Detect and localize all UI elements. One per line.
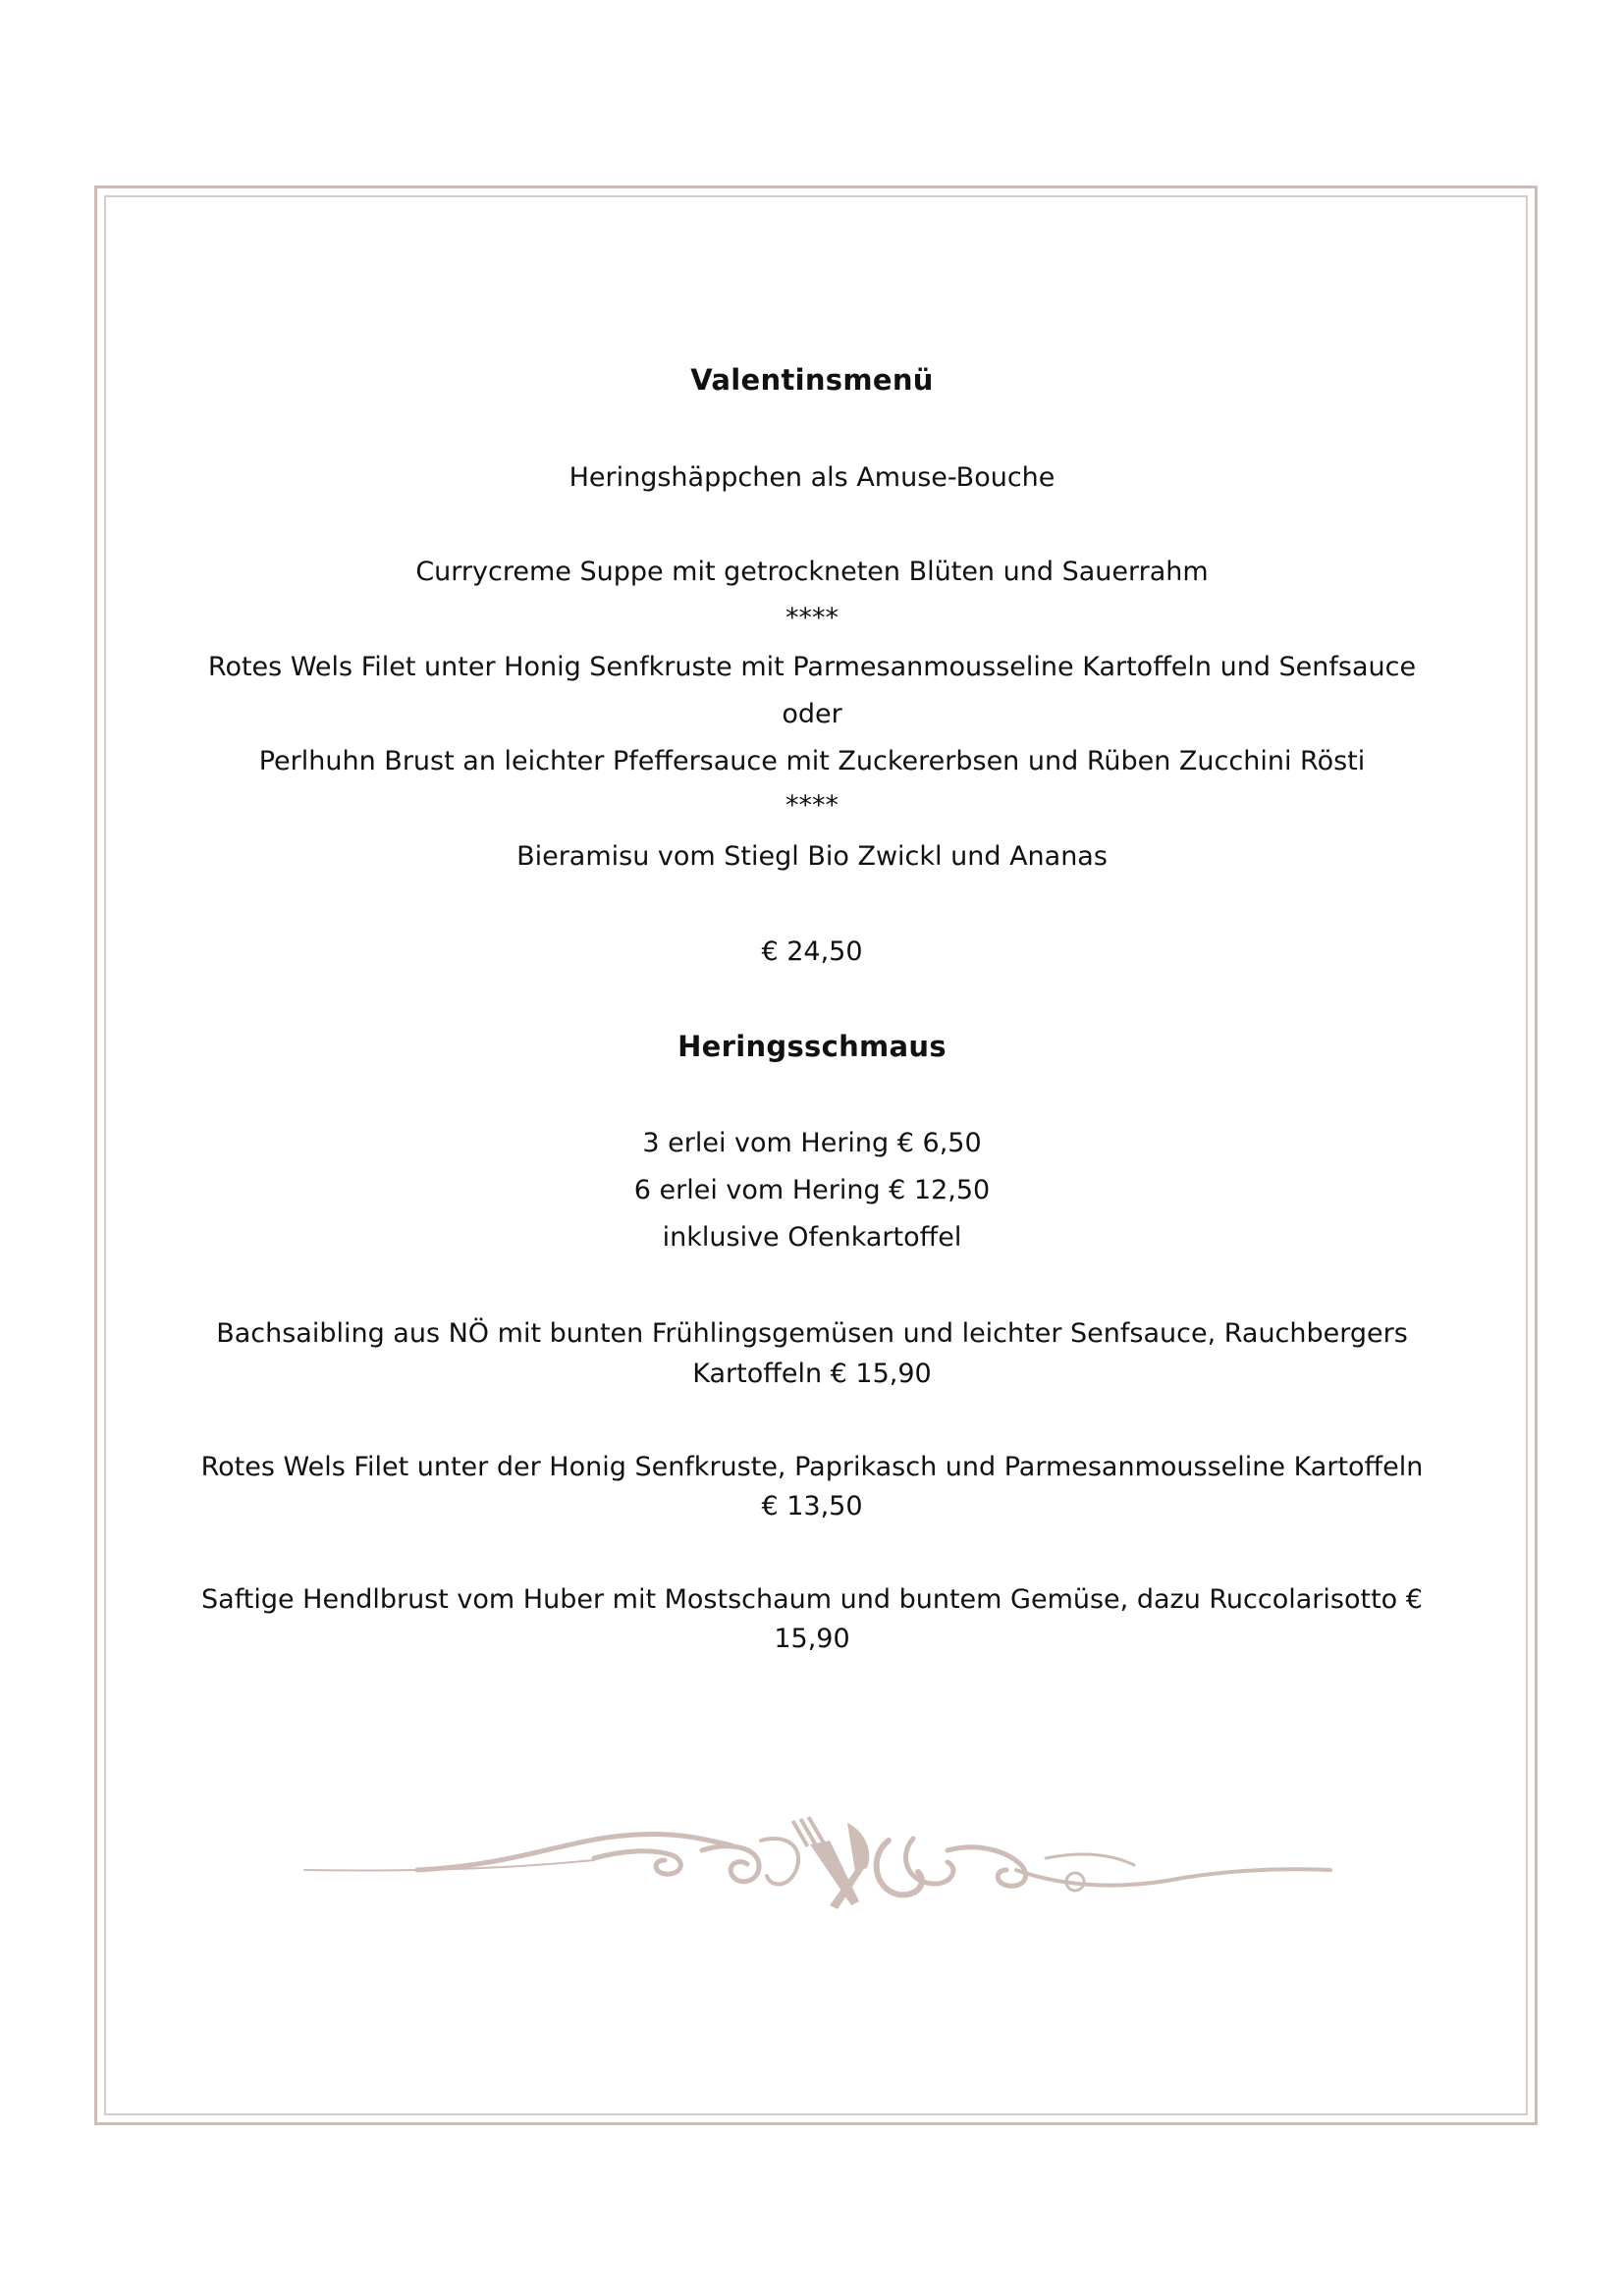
main-course-option-1: Rotes Wels Filet unter Honig Senfkruste mit Parmesanmousseline Kartoffeln und Senfsauce (207, 652, 1417, 682)
herring-side-note: inklusive Ofenkartoffel (662, 1222, 962, 1253)
dish-bachsaibling-price: Kartoffeln € 15,90 (692, 1359, 932, 1389)
option-divider-text: oder (782, 699, 842, 729)
dish-bachsaibling: Bachsaibling aus NÖ mit bunten Frühlingsgemüsen und leichter Senfsauce, Rauchbergers (216, 1318, 1408, 1349)
herring-item-6: 6 erlei vom Hering € 12,50 (633, 1175, 991, 1205)
dish-hendlbrust-price: 15,90 (774, 1624, 850, 1654)
course-separator: **** (785, 603, 839, 633)
fork-knife-flourish-icon (299, 1811, 1335, 1929)
course-separator: **** (785, 790, 839, 821)
amuse-bouche-item: Heringshäppchen als Amuse-Bouche (568, 462, 1056, 493)
valentine-menu-price: € 24,50 (761, 936, 863, 967)
herring-feast-title: Heringsschmaus (677, 1030, 947, 1063)
main-course-option-2: Perlhuhn Brust an leichter Pfeffersauce mit Zuckererbsen und Rüben Zucchini Rösti (258, 746, 1366, 776)
dessert-item: Bieramisu vom Stiegl Bio Zwickl und Ananas (516, 841, 1108, 872)
valentine-menu-title: Valentinsmenü (690, 363, 934, 397)
dish-hendlbrust: Saftige Hendlbrust vom Huber mit Mostschaum und buntem Gemüse, dazu Ruccolarisotto € (201, 1584, 1423, 1615)
dish-wels-filet: Rotes Wels Filet unter der Honig Senfkruste, Paprikasch und Parmesanmousseline Kartoffeln (200, 1452, 1424, 1482)
herring-item-3: 3 erlei vom Hering € 6,50 (642, 1128, 982, 1158)
dish-wels-filet-price: € 13,50 (761, 1491, 863, 1522)
soup-item: Currycreme Suppe mit getrockneten Blüten und Sauerrahm (415, 557, 1209, 587)
